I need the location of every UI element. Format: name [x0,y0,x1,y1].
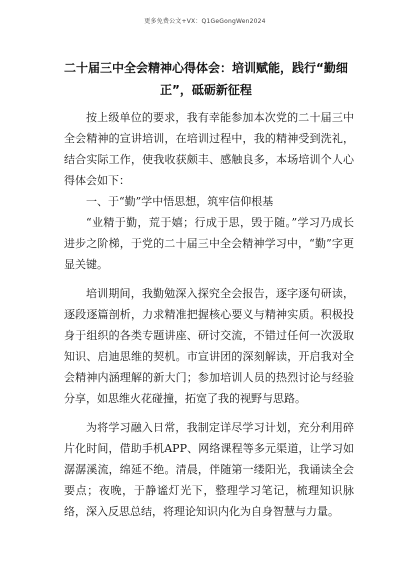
promo-header-note: 更多免费公文+VX：Q1GeGongWen2024 [144,18,266,25]
study-plan-paragraph: 为将学习融入日常，我制定详尽学习计划，充分利用碎片化时间，借助手机APP、网络课程等多元渠道，让学习如潺潺溪流，绵延不绝。清晨，伴随第一缕阳光，我诵读全会要点；夜晚，于静谧灯光下，整理学习笔记，梳理知识脉络，深入反思总结，将理论知识内化为自身智慧与力量。 [64,421,354,518]
training-paragraph: 培训期间，我勤勉深入探究全会报告，逐字逐句研读，逐段逐篇剖析，力求精准把握核心要义与精神实质。积极投身于组织的各类专题讲座、研讨交流，不错过任何一次汲取知识、启迪思维的契机。市宣讲团的深刻解读，开启我对全会精神内涵理解的新大门；参加培训人员的热烈讨论与经验分享，如思维火花碰撞，拓宽了我的视野与思路。 [64,287,354,405]
section-heading-1: 一、于“勤”学中悟思想，筑牢信仰根基 [86,195,274,208]
document-body [64,107,354,522]
document-title: 二十届三中全会精神心得体会：培训赋能，践行“勤细正”，砥砺新征程 [64,61,348,97]
intro-paragraph: 按上级单位的要求，我有幸能参加本次党的二十届三中全会精神的宣讲培训，在培训过程中，我的精神受到洗礼，结合实际工作，使我收获颇丰、感触良多，本场培训个人心得体会如下： [64,111,354,187]
quote-paragraph: “业精于勤，荒于嬉；行成于思，毁于随。”学习乃成长进步之阶梯，于党的二十届三中全会精神学习中，“勤”字更显关键。 [64,216,354,271]
